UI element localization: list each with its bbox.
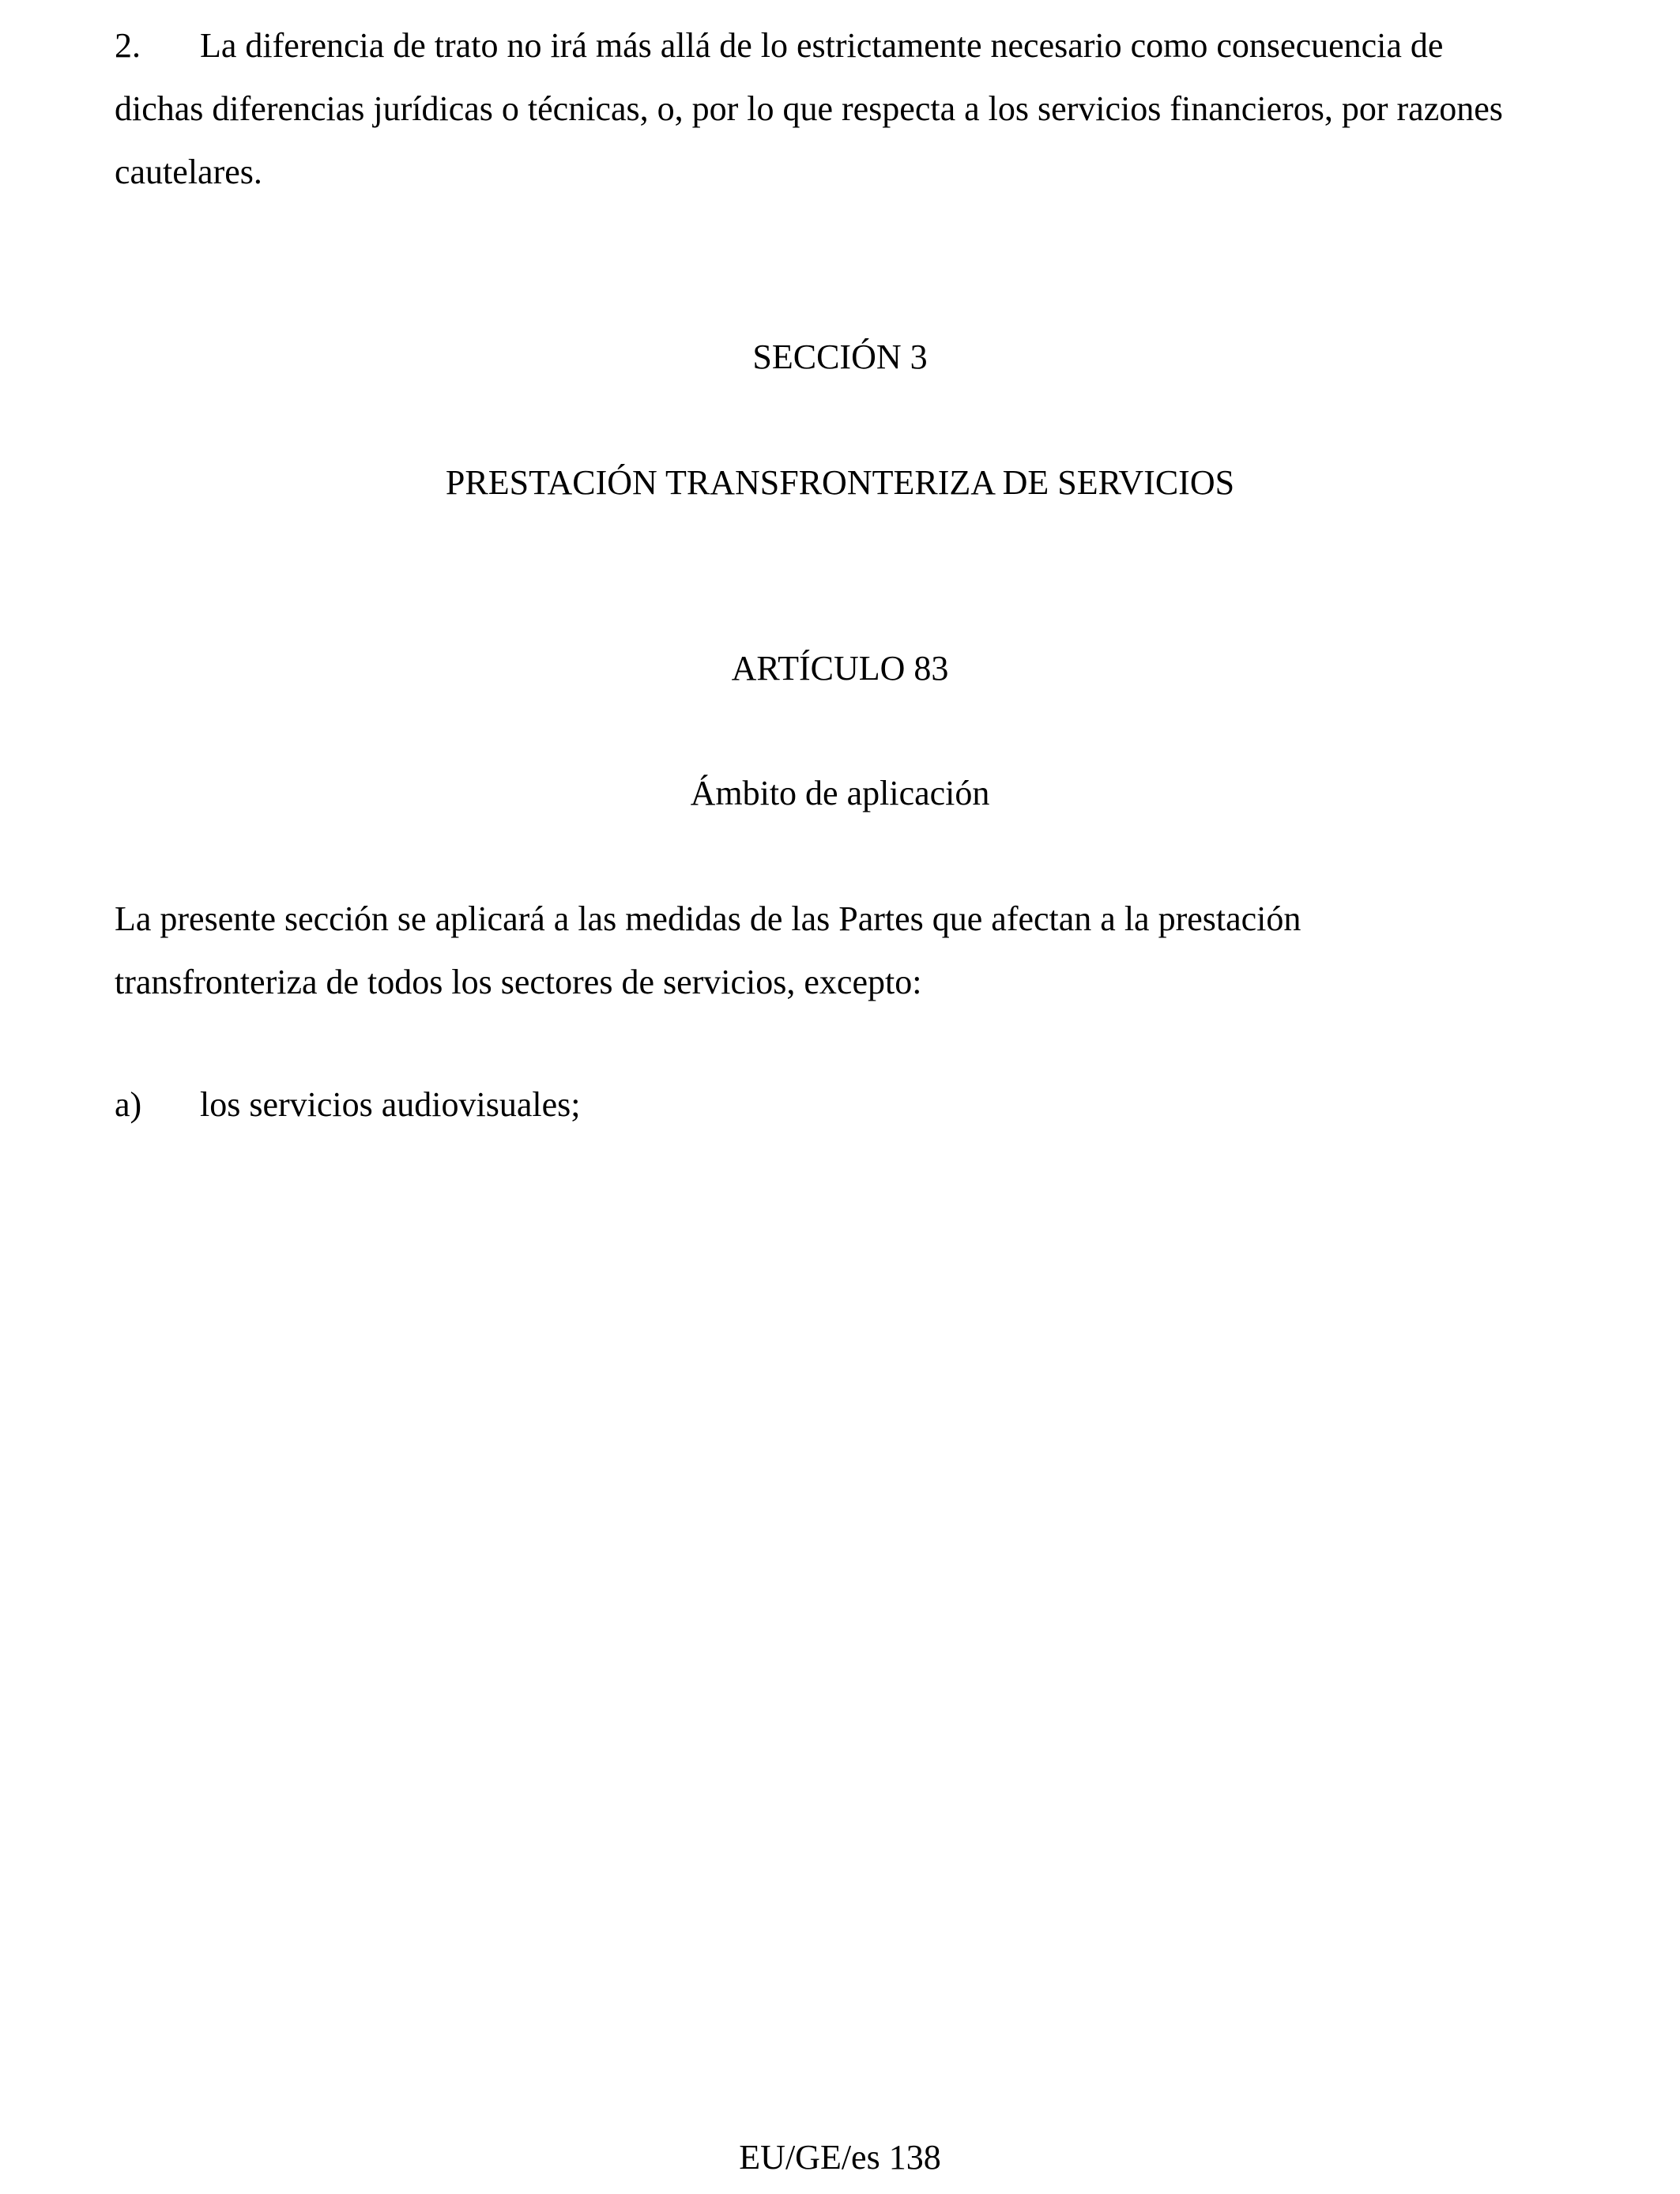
article-title: Ámbito de aplicación: [690, 774, 990, 812]
paragraph-2-line-1: [115, 14, 1569, 77]
paragraph-2-line-3: cautelares.: [115, 153, 262, 191]
item-text: los servicios audiovisuales;: [200, 1085, 581, 1124]
article-item-a: [115, 1073, 1569, 1137]
paragraph-2: [115, 14, 1569, 204]
article-intro-line-1: La presente sección se aplicará a las medidas de las Partes que afectan a la prestación: [115, 899, 1301, 938]
paragraph-number: 2.: [115, 26, 141, 65]
item-label: a): [115, 1085, 142, 1124]
list-item: [115, 1073, 1569, 1137]
paragraph-2-text-1: La diferencia de trato no irá más allá de lo estrictamente necesario como consecuencia de: [200, 26, 1444, 65]
article-intro: [115, 888, 1569, 1014]
paragraph-2-line-2: dichas diferencias jurídicas o técnicas, o, por lo que respecta a los servicios financieros, por razones: [115, 89, 1503, 128]
article-intro-line-2: transfronteriza de todos los sectores de servicios, excepto:: [115, 963, 922, 1001]
page-footer-reference: EU/GE/es 138: [739, 2138, 941, 2177]
section-title: PRESTACIÓN TRANSFRONTERIZA DE SERVICIOS: [445, 463, 1235, 502]
article-heading: ARTÍCULO 83: [731, 649, 949, 688]
section-heading: SECCIÓN 3: [752, 337, 928, 376]
